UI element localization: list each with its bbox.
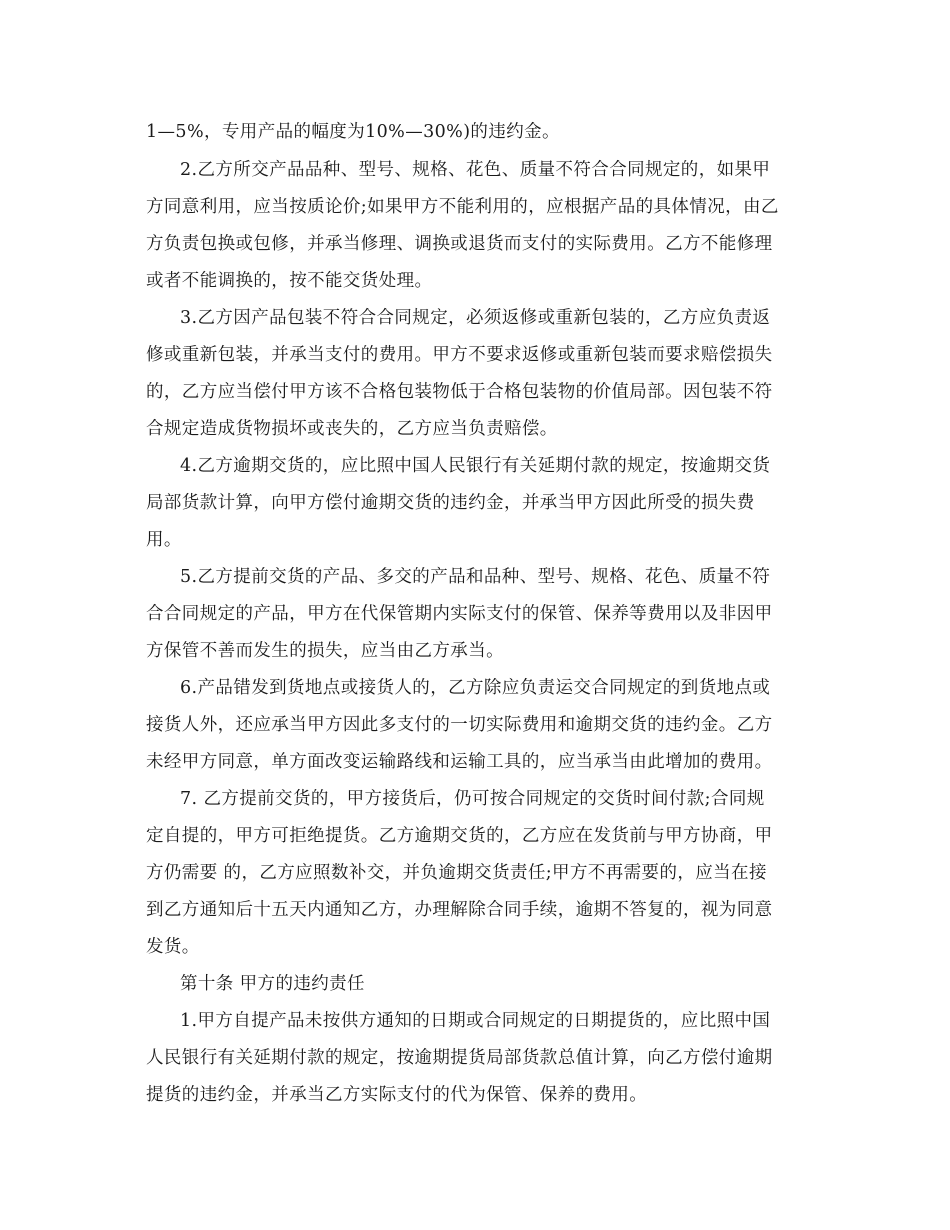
text-line: 提货的违约金，并承当乙方实际支付的代为保管、保养的费用。 — [146, 1085, 648, 1105]
text-line: 方负责包换或包修，并承当修理、调换或退货而支付的实际费用。乙方不能修理 — [146, 234, 773, 254]
text-line: 的，乙方应当偿付甲方该不合格包装物低于合格包装物的价值局部。因包装不符 — [146, 382, 773, 402]
text-line: 4.乙方逾期交货的，应比照中国人民银行有关延期付款的规定，按逾期交货 — [180, 456, 771, 476]
text-line: 5.乙方提前交货的产品、多交的产品和品种、型号、规格、花色、质量不符 — [180, 567, 771, 587]
text-line: 2.乙方所交产品品种、型号、规格、花色、质量不符合合同规定的，如果甲 — [180, 160, 771, 180]
text-line: 方同意利用，应当按质论价;如果甲方不能利用的，应根据产品的具体情况，由乙 — [146, 197, 779, 217]
text-line: 或者不能调换的，按不能交货处理。 — [146, 271, 433, 291]
text-line: 局部货款计算，向甲方偿付逾期交货的违约金，并承当甲方因此所受的损失费 — [146, 493, 755, 513]
text-line: 6.产品错发到货地点或接货人的，乙方除应负责运交合同规定的到货地点或 — [180, 678, 771, 698]
text-line: 接货人外，还应承当甲方因此多支付的一切实际费用和逾期交货的违约金。乙方 — [146, 715, 773, 735]
text-line: 方仍需要 的，乙方应照数补交，并负逾期交货责任;甲方不再需要的，应当在接 — [146, 863, 767, 883]
text-line: 合合同规定的产品，甲方在代保管期内实际支付的保管、保养等费用以及非因甲 — [146, 604, 773, 624]
text-line: 定自提的，甲方可拒绝提货。乙方逾期交货的，乙方应在发货前与甲方协商，甲 — [146, 826, 773, 846]
text-line: 到乙方通知后十五天内通知乙方，办理解除合同手续，逾期不答复的，视为同意 — [146, 900, 773, 920]
text-line: 发货。 — [146, 937, 200, 957]
text-line: 修或重新包装，并承当支付的费用。甲方不要求返修或重新包装而要求赔偿损失 — [146, 345, 773, 365]
text-line: 合规定造成货物损坏或丧失的，乙方应当负责赔偿。 — [146, 419, 558, 439]
section-heading: 第十条 甲方的违约责任 — [180, 974, 365, 994]
text-line: 未经甲方同意，单方面改变运输路线和运输工具的，应当承当由此增加的费用。 — [146, 752, 773, 772]
text-line: 人民银行有关延期付款的规定，按逾期提货局部货款总值计算，向乙方偿付逾期 — [146, 1048, 773, 1068]
text-line: 用。 — [146, 530, 182, 550]
text-line: 3.乙方因产品包装不符合合同规定，必须返修或重新包装的，乙方应负责返 — [180, 308, 771, 328]
text-line: 7. 乙方提前交货的，甲方接货后，仍可按合同规定的交货时间付款;合同规 — [180, 789, 765, 809]
text-line: 1.甲方自提产品未按供方通知的日期或合同规定的日期提货的，应比照中国 — [180, 1011, 771, 1031]
text-line: 1—5%，专用产品的幅度为10%—30%)的违约金。 — [146, 122, 560, 142]
text-line: 方保管不善而发生的损失，应当由乙方承当。 — [146, 641, 504, 661]
